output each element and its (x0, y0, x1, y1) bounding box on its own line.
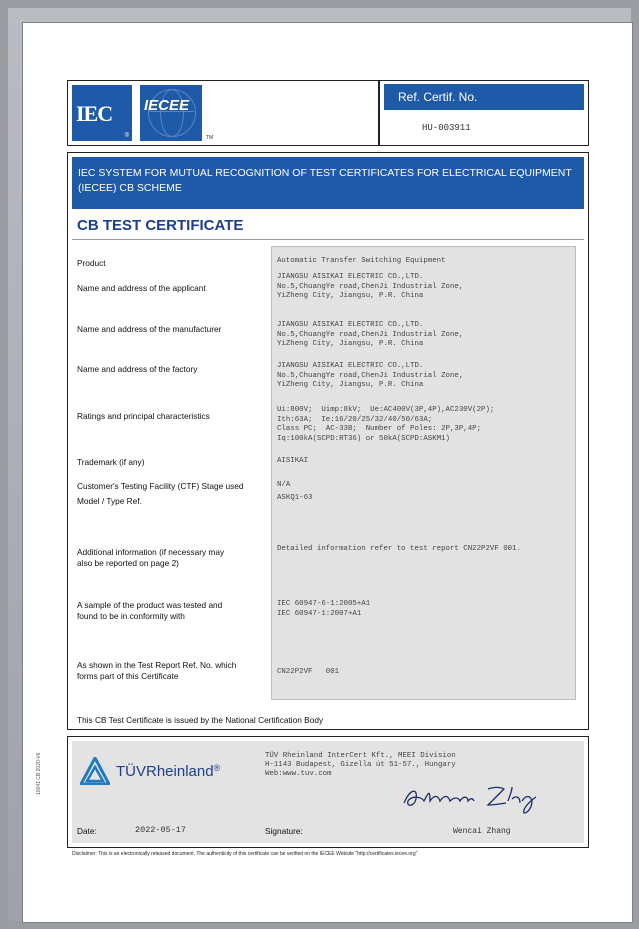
ref-certif-number: HU-003911 (422, 123, 471, 133)
additional-info-value: Detailed information refer to test report CN22P2VF 001. (277, 545, 521, 553)
ref-certif-label: Ref. Certif. No. (384, 84, 584, 110)
signature-label: Signature: (265, 826, 303, 836)
signatory-name: Wencai Zhang (453, 827, 511, 836)
scheme-banner-line2: (IECEE) CB SCHEME (78, 182, 182, 194)
applicant-value: JIANGSU AISIKAI ELECTRIC CO.,LTD. No.5,ChuangYe road,ChenJi Industrial Zone, YiZheng City, Jiangsu, P.R. China (277, 273, 464, 300)
model-value: ASKQ1-63 (277, 494, 313, 502)
ctf-label: Customer's Testing Facility (CTF) Stage used (77, 481, 244, 491)
form-code: 10041 CB 2020-V6 (36, 752, 42, 795)
manufacturer-label: Name and address of the manufacturer (77, 324, 222, 334)
test-report-value: CN22P2VF 001 (277, 668, 340, 676)
additional-info-label: Additional information (if necessary may also be reported on page 2) (77, 547, 225, 568)
handwritten-signature (400, 779, 550, 815)
ctf-value: N/A (277, 481, 291, 489)
applicant-label: Name and address of the applicant (77, 283, 206, 293)
trademark-value: AISIKAI (277, 457, 309, 465)
reference-box (380, 81, 588, 145)
ratings-label: Ratings and principal characteristics (77, 411, 210, 421)
disclaimer: Disclaimer: This is an electronically released document. The authenticity of this certificate can be verified on the IECEE Website "http://certificates.iecee.org" (72, 851, 418, 857)
scheme-banner (72, 157, 584, 209)
tuv-address: TÜV Rheinland InterCert Kft., MEEI Division H-1143 Budapest, Gizella út 51-57., Hungary Web:www.tuv.com (265, 752, 456, 778)
product-label: Product (77, 258, 106, 268)
iecee-logo-text: IECEE (144, 97, 190, 114)
certification-body-box (67, 736, 589, 848)
model-label: Model / Type Ref. (77, 496, 142, 506)
iec-logo: IEC ® (72, 85, 132, 141)
tuv-brand: TÜVRheinland® (116, 763, 221, 780)
issued-statement: This CB Test Certificate is issued by the National Certification Body (77, 715, 324, 725)
certificate-header: IEC ® IECEE TM Ref. Certif. No. HU-003911 (67, 80, 589, 146)
date-label: Date: (77, 826, 97, 836)
iec-logo-text: IEC (76, 101, 113, 126)
ratings-value: Ui:800V; Uimp:8kV; Ue:AC400V(3P,4P),AC230V(2P); Ith:63A; Ie:16/20/25/32/40/50/63A; Class PC; AC-33B; Number of Poles: 2P,3P,4P; Iq:100kA(SCPD:RT36) or 50kA(SCPD:ASKM1) (277, 406, 495, 443)
factory-value: JIANGSU AISIKAI ELECTRIC CO.,LTD. No.5,ChuangYe road,ChenJi Industrial Zone, YiZheng City, Jiangsu, P.R. China (277, 362, 464, 389)
conformity-value: IEC 60947-6-1:2005+A1 IEC 60947-1:2007+A1 (277, 600, 371, 618)
manufacturer-value: JIANGSU AISIKAI ELECTRIC CO.,LTD. No.5,ChuangYe road,ChenJi Industrial Zone, YiZheng City, Jiangsu, P.R. China (277, 321, 464, 348)
page-title: CB TEST CERTIFICATE (77, 217, 244, 234)
date-value: 2022-05-17 (135, 825, 187, 835)
iecee-logo (140, 85, 202, 141)
details-panel (271, 246, 576, 700)
product-value: Automatic Transfer Switching Equipment (277, 257, 446, 265)
tuv-triangle-icon (80, 757, 110, 785)
scheme-banner-line1: IEC SYSTEM FOR MUTUAL RECOGNITION OF TEST CERTIFICATES FOR ELECTRICAL EQUIPMENT (78, 167, 572, 179)
factory-label: Name and address of the factory (77, 364, 198, 374)
certificate-body (67, 152, 589, 730)
conformity-label: A sample of the product was tested and found to be in conformity with (77, 600, 223, 621)
test-report-label: As shown in the Test Report Ref. No. which forms part of this Certificate (77, 660, 237, 681)
trademark-label: Trademark (if any) (77, 457, 145, 467)
